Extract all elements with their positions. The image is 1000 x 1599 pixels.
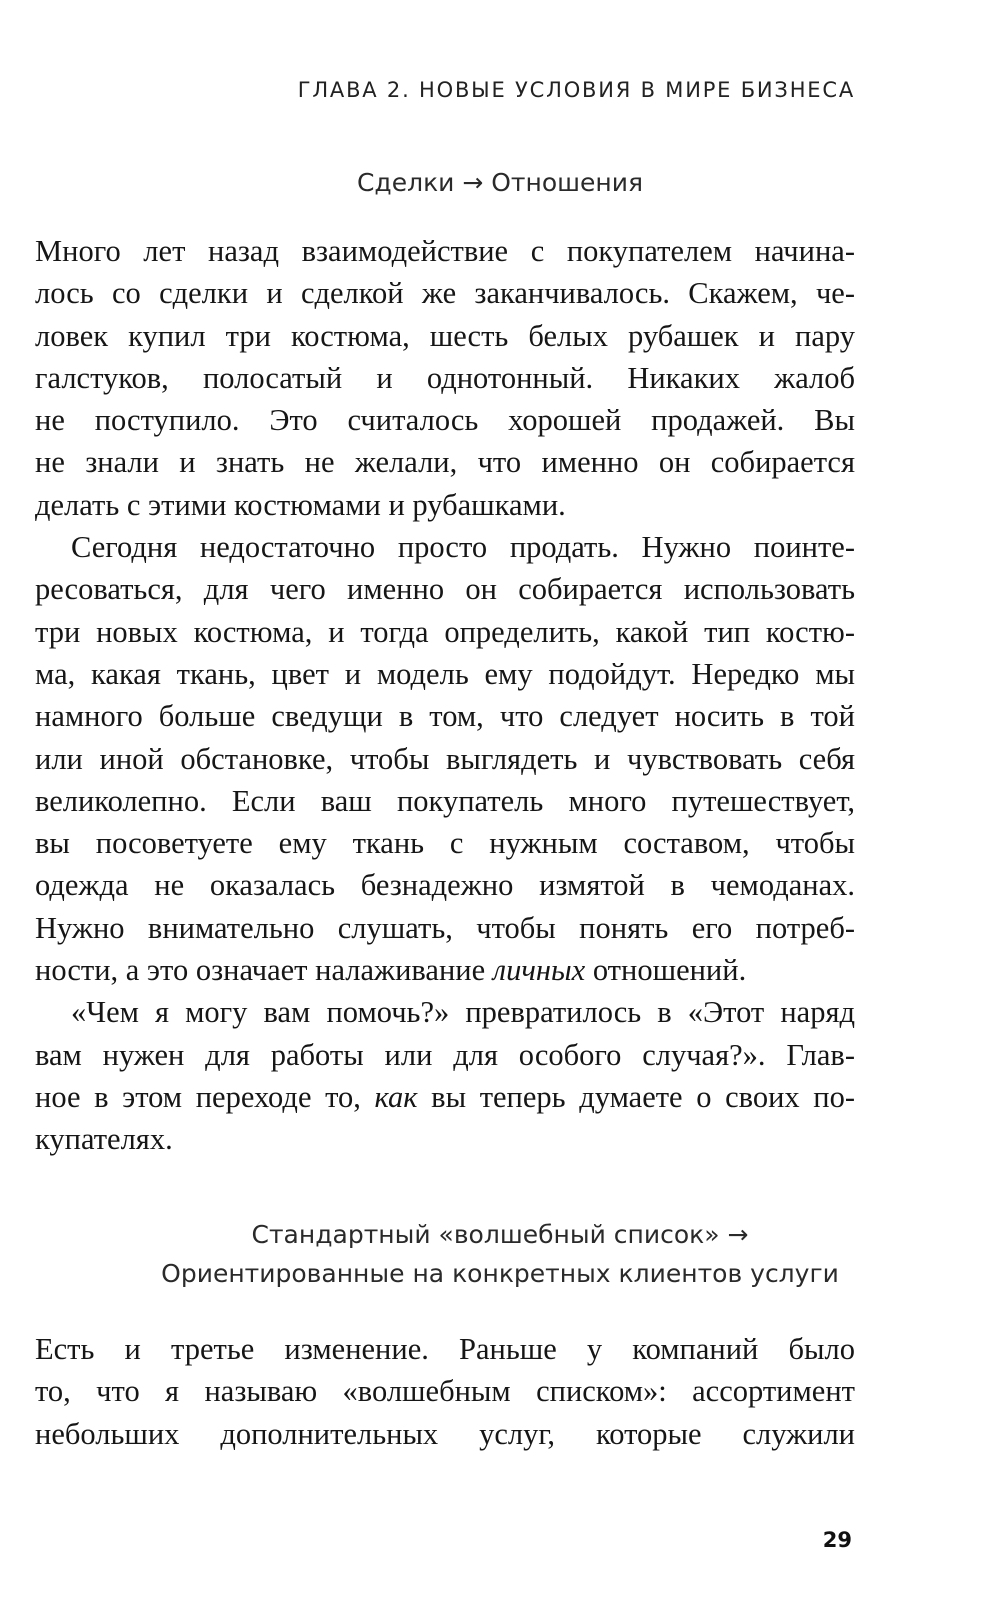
text-line: то, что я называю «волшебным списком»: ассортимент bbox=[35, 1374, 855, 1409]
text-line: Много лет назад взаимодействие с покупателем начина- bbox=[35, 234, 855, 268]
text-line: ресоваться, для чего именно он собирается использовать bbox=[35, 572, 855, 607]
text-line: Есть и третье изменение. Раньше у компаний было bbox=[35, 1332, 855, 1366]
text-line: вам нужен для работы или для особого случая?». Глав- bbox=[35, 1037, 855, 1072]
text-line: три новых костюма, и тогда определить, какой тип костю- bbox=[35, 614, 855, 649]
paragraph-4 bbox=[35, 1328, 855, 1455]
section-heading-deals bbox=[0, 164, 1000, 203]
text-line: галстуков, полосатый и однотонный. Никаких жалоб bbox=[35, 360, 855, 395]
text-line: Сегодня недостаточно просто продать. Нужно поинте- bbox=[71, 530, 855, 565]
page-number: 29 bbox=[822, 1528, 852, 1552]
paragraph-2 bbox=[35, 526, 855, 991]
text-line: делать с этими костюмами и рубашками. bbox=[35, 487, 566, 522]
text-line: небольших дополнительных услуг, которые служили bbox=[35, 1416, 855, 1451]
text-line bbox=[35, 1076, 855, 1118]
section-heading-text: Сделки → Отношения bbox=[356, 168, 644, 197]
text-run: ное в этом переходе то, bbox=[35, 1079, 375, 1114]
text-line: «Чем я могу вам помочь?» превратилось в «Этот наряд bbox=[71, 995, 855, 1030]
text-line bbox=[35, 949, 855, 991]
text-run: отношений. bbox=[585, 953, 747, 988]
text-line: вы посоветуете ему ткань с нужным составом, чтобы bbox=[35, 826, 855, 861]
section-body-deals bbox=[35, 230, 855, 1161]
paragraph-3 bbox=[35, 991, 855, 1160]
text-run: вы теперь думаете о своих по- bbox=[417, 1079, 855, 1114]
paragraph-1 bbox=[35, 230, 855, 526]
text-line: великолепно. Если ваш покупатель много путешествует, bbox=[35, 783, 855, 818]
section-heading-line: Ориентированные на конкретных клиентов услуги bbox=[161, 1258, 839, 1288]
section-heading-magic-list bbox=[0, 1216, 1000, 1294]
text-line: не знали и знать не желали, что именно он собирается bbox=[35, 445, 855, 480]
text-line: купателях. bbox=[35, 1122, 173, 1157]
text-line: намного больше сведущи в том, что следует носить в той bbox=[35, 699, 855, 734]
text-run: ности, а это означает налаживание bbox=[35, 953, 493, 988]
emphasis-text: как bbox=[374, 1079, 418, 1114]
text-line: не поступило. Это считалось хорошей продажей. Вы bbox=[35, 403, 855, 438]
text-line: лось со сделки и сделкой же заканчивалось. Скажем, че- bbox=[35, 276, 855, 311]
text-line: Нужно внимательно слушать, чтобы понять его потреб- bbox=[35, 910, 855, 945]
section-body-magic-list bbox=[35, 1328, 855, 1455]
text-line: ма, какая ткань, цвет и модель ему подойдут. Нередко мы bbox=[35, 656, 855, 691]
text-line: ловек купил три костюма, шесть белых рубашек и пару bbox=[35, 318, 855, 353]
text-line: или иной обстановке, чтобы выглядеть и чувствовать себя bbox=[35, 741, 855, 776]
emphasis-text: личных bbox=[492, 953, 586, 988]
section-heading-line: Стандартный «волшебный список» → bbox=[251, 1220, 749, 1249]
text-line: одежда не оказалась безнадежно измятой в чемоданах. bbox=[35, 868, 855, 903]
running-head: ГЛАВА 2. НОВЫЕ УСЛОВИЯ В МИРЕ БИЗНЕСА bbox=[297, 78, 855, 102]
